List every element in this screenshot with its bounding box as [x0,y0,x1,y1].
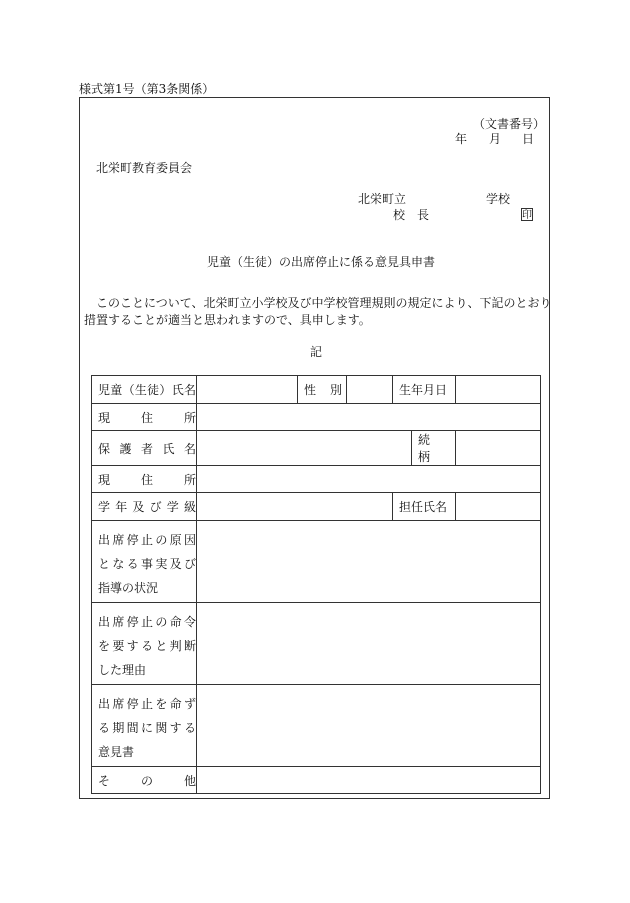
form-number-label: 様式第1号（第3条関係） [79,82,215,96]
grade-class-label: 学年及び学級 [92,493,197,521]
seal-mark [521,208,533,221]
guardian-address-label: 現 住 所 [92,466,197,493]
student-address-label: 現 住 所 [92,404,197,431]
date-day: 日 [522,132,535,146]
application-table [91,375,541,794]
body-text-line1: このことについて、北栄町立小学校及び中学校管理規則の規定により、下記のとおり [96,296,552,310]
birthdate-value[interactable] [456,376,541,404]
table-row [92,404,541,431]
relationship-value[interactable] [456,431,541,466]
other-value[interactable] [197,767,541,794]
table-row [92,376,541,404]
table-row [92,767,541,794]
seal-icon: 印 [522,210,532,221]
relationship-label: 続 柄 [412,431,456,466]
period-value[interactable] [197,685,541,767]
student-name-label: 児童（生徒）氏名 [92,376,197,404]
student-name-value[interactable] [197,376,298,404]
school-suffix: 学校 [486,192,511,206]
gender-label: 性 別 [298,376,347,404]
teacher-name-value[interactable] [456,493,541,521]
principal-label: 校 長 [393,208,430,222]
table-row [92,521,541,603]
student-address-value[interactable] [197,404,541,431]
gender-value[interactable] [347,376,393,404]
addressee: 北栄町教育委員会 [96,161,193,175]
date-year: 年 [455,132,468,146]
period-label: 出席停止を命ず る期間に関する 意見書 [92,685,197,767]
table-row [92,431,541,466]
date-month: 月 [489,132,502,146]
body-text-line2: 措置することが適当と思われますので、具申します。 [84,313,371,327]
school-prefix: 北栄町立 [358,192,407,206]
table-row [92,493,541,521]
judgment-value[interactable] [197,603,541,685]
document-title: 児童（生徒）の出席停止に係る意見具申書 [207,255,436,269]
grade-class-value[interactable] [197,493,393,521]
birthdate-label: 生年月日 [393,376,456,404]
other-label: そ の 他 [92,767,197,794]
table-row [92,466,541,493]
teacher-name-label: 担任氏名 [393,493,456,521]
document-number: （文書番号） [473,117,546,131]
guardian-name-label: 保護者氏名 [92,431,197,466]
judgment-label: 出席停止の命令 を要すると判断 した理由 [92,603,197,685]
reason-value[interactable] [197,521,541,603]
guardian-name-value[interactable] [197,431,412,466]
ki-heading: 記 [310,345,323,359]
table-row [92,685,541,767]
table-row [92,603,541,685]
reason-label: 出席停止の原因 となる事実及び 指導の状況 [92,521,197,603]
guardian-address-value[interactable] [197,466,541,493]
